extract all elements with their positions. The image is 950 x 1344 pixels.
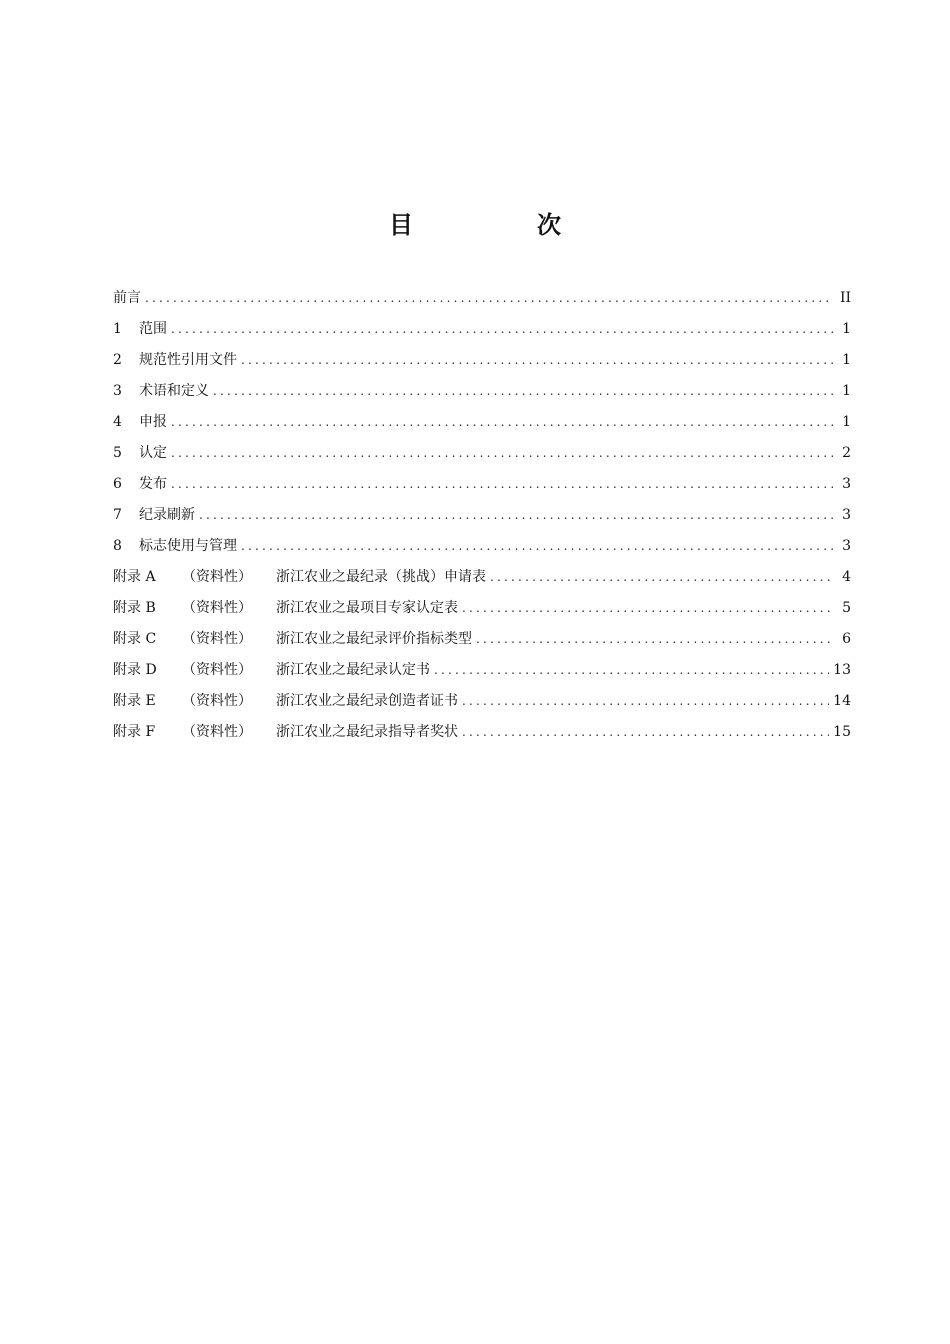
dot-leader — [462, 593, 833, 624]
toc-entry-annex-a[interactable] — [113, 562, 851, 593]
dot-leader — [145, 283, 833, 314]
entry-page-number: 13 — [833, 662, 851, 678]
table-of-contents — [113, 283, 851, 748]
toc-entry-clause-7[interactable] — [113, 500, 851, 531]
entry-title: 浙江农业之最纪录认定书 — [276, 662, 430, 678]
annex-type: （资料性） — [182, 569, 252, 585]
entry-title: 范围 — [139, 321, 167, 337]
dot-leader — [476, 624, 833, 655]
toc-entry-clause-1[interactable] — [113, 314, 851, 345]
dot-leader — [462, 686, 829, 717]
dot-leader — [171, 314, 833, 345]
entry-title: 术语和定义 — [139, 383, 209, 399]
annex-label: 附录 D — [113, 662, 157, 678]
entry-title: 前言 — [113, 290, 141, 306]
entry-number: 5 — [113, 445, 122, 461]
dot-leader — [490, 562, 833, 593]
entry-page-number: II — [839, 290, 851, 306]
entry-page-number: 14 — [833, 693, 851, 709]
annex-type: （资料性） — [182, 600, 252, 616]
entry-title: 发布 — [139, 476, 167, 492]
entry-page-number: 3 — [842, 476, 851, 492]
annex-label: 附录 C — [113, 631, 157, 647]
entry-number: 2 — [113, 352, 122, 368]
entry-page-number: 3 — [842, 507, 851, 523]
dot-leader — [241, 531, 833, 562]
entry-number: 7 — [113, 507, 122, 523]
dot-leader — [462, 717, 829, 748]
entry-page-number: 1 — [842, 414, 851, 430]
annex-type: （资料性） — [182, 693, 252, 709]
toc-entry-clause-4[interactable] — [113, 407, 851, 438]
entry-page-number: 1 — [842, 383, 851, 399]
entry-page-number: 5 — [842, 600, 851, 616]
annex-type: （资料性） — [182, 662, 252, 678]
entry-page-number: 3 — [842, 538, 851, 554]
entry-number: 1 — [113, 321, 122, 337]
toc-entry-clause-2[interactable] — [113, 345, 851, 376]
annex-label: 附录 A — [113, 569, 156, 585]
entry-title: 浙江农业之最纪录创造者证书 — [276, 693, 458, 709]
toc-entry-annex-e[interactable] — [113, 686, 851, 717]
entry-title: 规范性引用文件 — [139, 352, 237, 368]
entry-title: 认定 — [139, 445, 167, 461]
toc-entry-clause-6[interactable] — [113, 469, 851, 500]
entry-title: 浙江农业之最纪录（挑战）申请表 — [276, 569, 486, 585]
entry-number: 3 — [113, 383, 122, 399]
entry-page-number: 6 — [842, 631, 851, 647]
dot-leader — [213, 376, 833, 407]
entry-title: 浙江农业之最纪录评价指标类型 — [276, 631, 472, 647]
page-title: 目 次 — [389, 211, 611, 239]
toc-entry-clause-5[interactable] — [113, 438, 851, 469]
annex-label: 附录 F — [113, 724, 156, 740]
dot-leader — [434, 655, 829, 686]
entry-title: 浙江农业之最项目专家认定表 — [276, 600, 458, 616]
toc-entry-annex-d[interactable] — [113, 655, 851, 686]
entry-title: 纪录刷新 — [139, 507, 195, 523]
dot-leader — [171, 438, 833, 469]
annex-label: 附录 B — [113, 600, 156, 616]
entry-number: 6 — [113, 476, 122, 492]
entry-title: 浙江农业之最纪录指导者奖状 — [276, 724, 458, 740]
dot-leader — [171, 407, 833, 438]
annex-type: （资料性） — [182, 631, 252, 647]
entry-page-number: 1 — [842, 352, 851, 368]
entry-page-number: 1 — [842, 321, 851, 337]
entry-page-number: 4 — [842, 569, 851, 585]
entry-title: 申报 — [139, 414, 167, 430]
toc-entry-annex-c[interactable] — [113, 624, 851, 655]
dot-leader — [199, 500, 833, 531]
entry-title: 标志使用与管理 — [139, 538, 237, 554]
entry-number: 4 — [113, 414, 122, 430]
entry-page-number: 2 — [842, 445, 851, 461]
toc-entry-clause-3[interactable] — [113, 376, 851, 407]
toc-entry-annex-b[interactable] — [113, 593, 851, 624]
toc-entry-foreword[interactable] — [113, 283, 851, 314]
annex-type: （资料性） — [182, 724, 252, 740]
entry-page-number: 15 — [833, 724, 851, 740]
dot-leader — [171, 469, 833, 500]
dot-leader — [241, 345, 833, 376]
annex-label: 附录 E — [113, 693, 156, 709]
entry-number: 8 — [113, 538, 122, 554]
toc-entry-annex-f[interactable] — [113, 717, 851, 748]
toc-entry-clause-8[interactable] — [113, 531, 851, 562]
